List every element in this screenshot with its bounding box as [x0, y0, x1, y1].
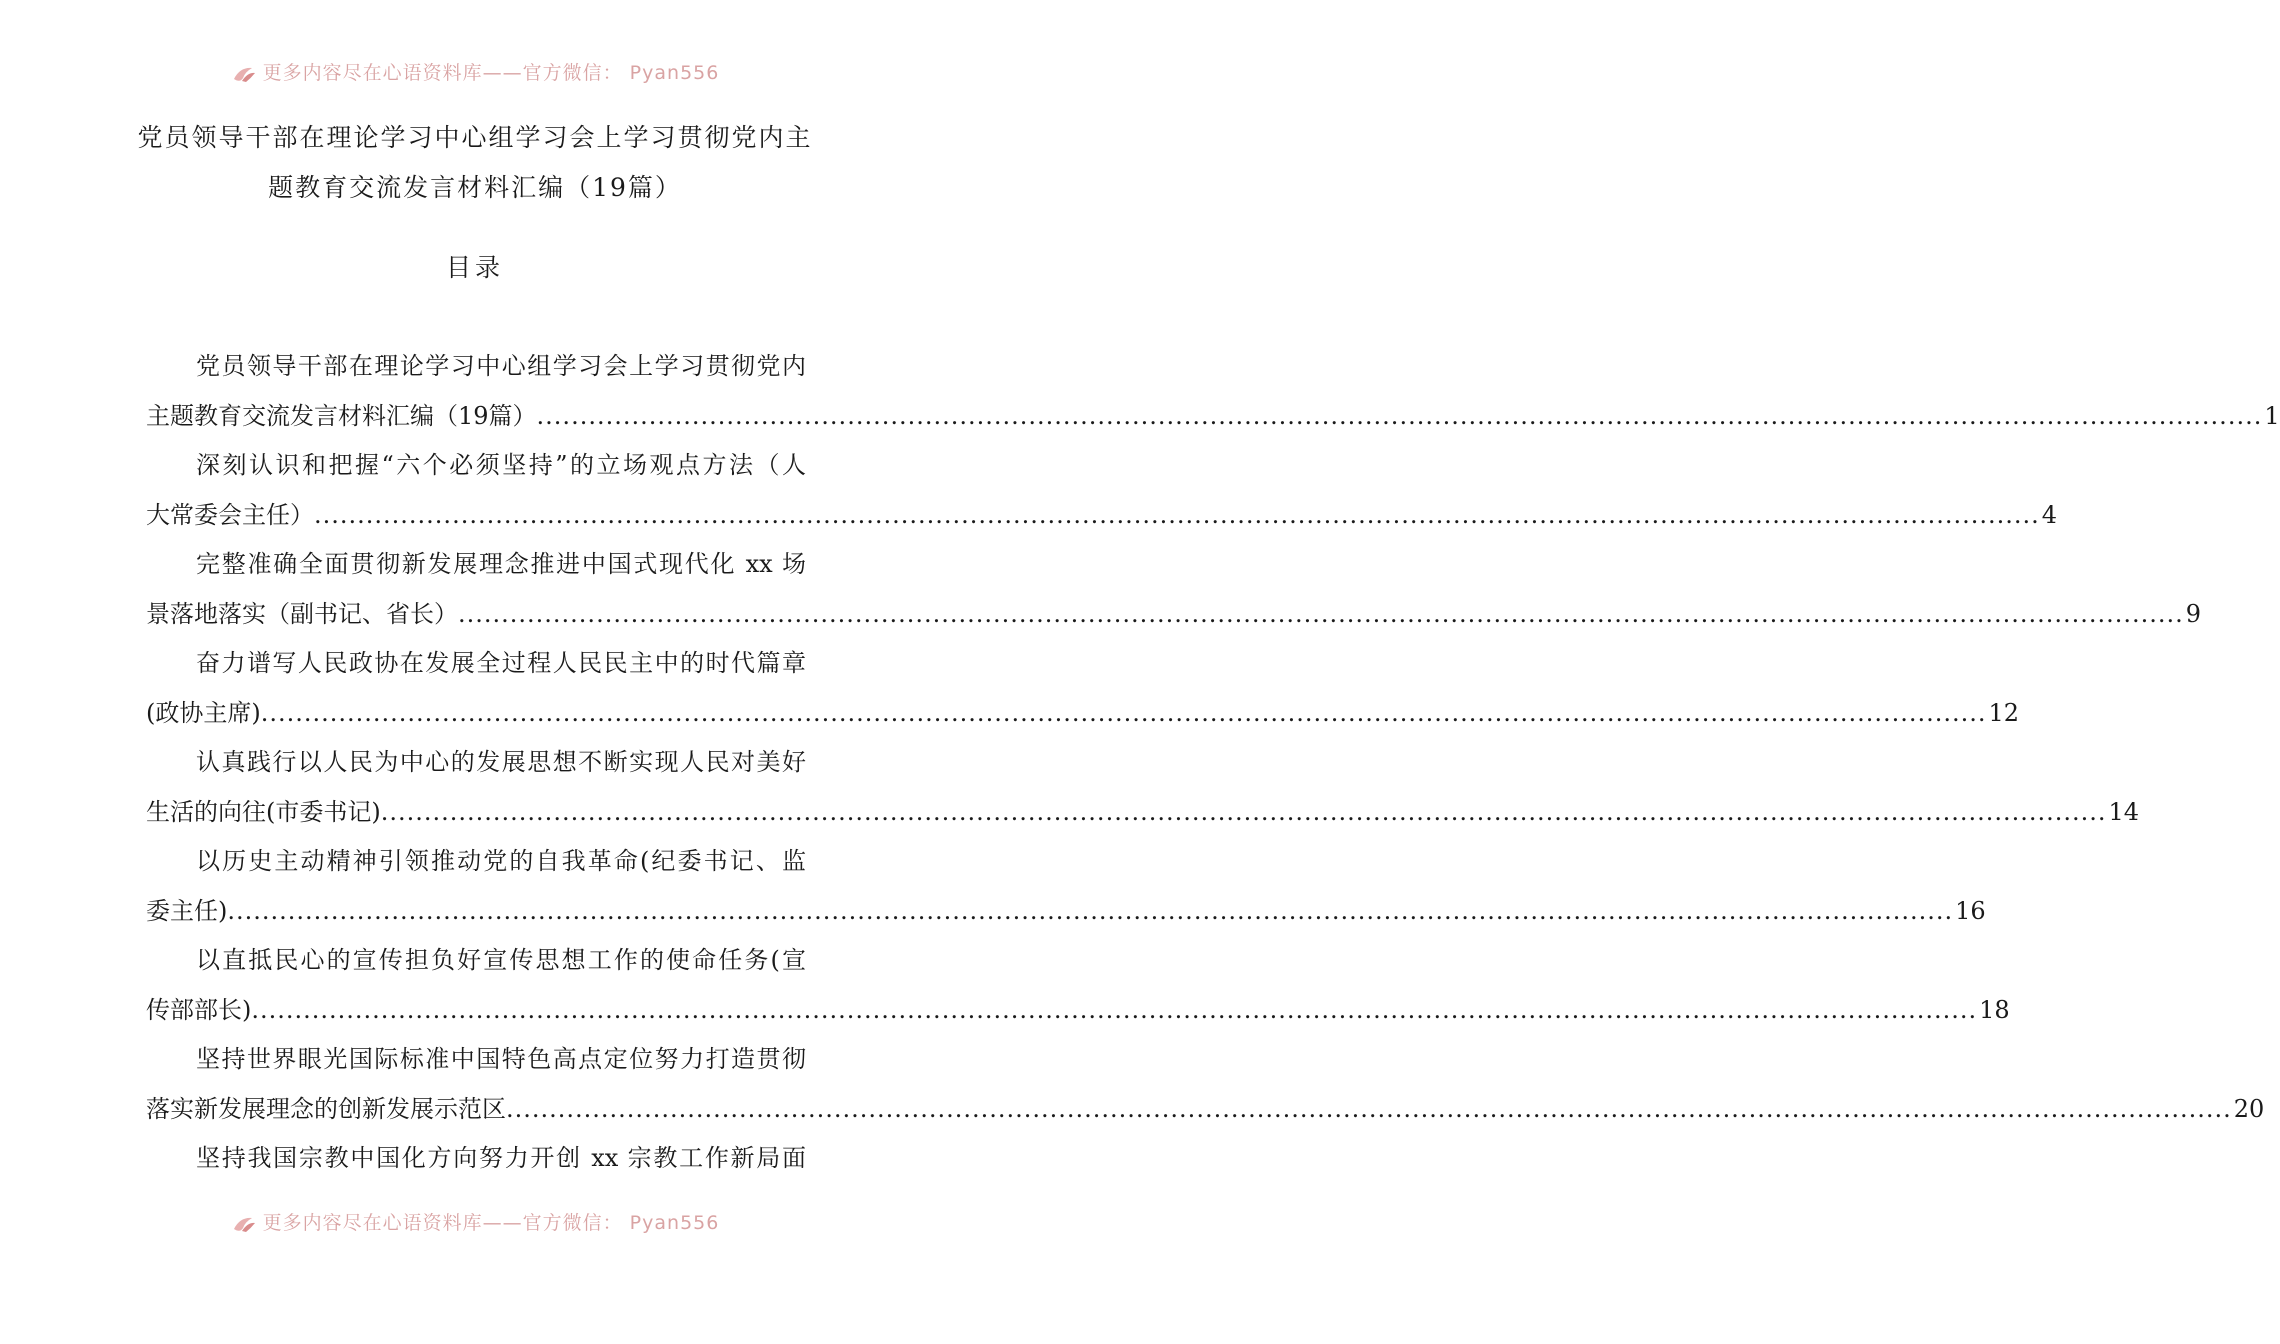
toc-entry[interactable] — [146, 1134, 806, 1184]
watermark-header-text: 更多内容尽在心语资料库——官方微信： Pyan556 — [262, 62, 720, 84]
toc-entry-title-line-1: 以直抵民心的宣传担负好宣传思想工作的使命任务(宣 — [196, 946, 806, 974]
toc-page-number: 1 — [2264, 401, 2280, 430]
toc-entry-title-line-2 — [146, 491, 2058, 541]
toc-leader-dots: ........................................................................................................................................................................................................ — [260, 698, 1987, 727]
toc-entry-title-line-1: 奋力谱写人民政协在发展全过程人民民主中的时代篇章 — [196, 649, 806, 677]
toc-entry-title-line-2 — [146, 590, 2202, 640]
watermark-footer-text: 更多内容尽在心语资料库——官方微信： Pyan556 — [262, 1212, 720, 1234]
toc-leader-dots: ........................................................................................................................................................................................................ — [380, 797, 2107, 826]
toc-entry[interactable] — [146, 540, 2202, 639]
toc-entry-title-line-2 — [146, 392, 2280, 442]
toc-entry-title-line-1: 坚持我国宗教中国化方向努力开创 xx 宗教工作新局面 — [196, 1144, 806, 1172]
toc-entry[interactable] — [146, 1035, 2265, 1134]
toc-leader-dots: ........................................................................................................................................................................................................ — [536, 401, 2263, 430]
toc-leader-dots: ........................................................................................................................................................................................................ — [227, 896, 1954, 925]
toc-entry-title-line-2 — [146, 689, 2020, 739]
toc-page-number: 20 — [2233, 1094, 2265, 1123]
toc-entry[interactable] — [146, 342, 2280, 441]
toc-leader-dots: ........................................................................................................................................................................................................ — [314, 500, 2040, 529]
toc-entry-title-line-1: 党员领导干部在理论学习中心组学习会上学习贯彻党内 — [196, 352, 806, 380]
toc-leader-dots: ........................................................................................................................................................................................................ — [506, 1094, 2232, 1123]
toc-entry-title-continuation: 生活的向往(市委书记) — [146, 797, 381, 826]
toc-entry-title-continuation: 主题教育交流发言材料汇编（19篇） — [146, 401, 537, 430]
document-title-line-1: 党员领导干部在理论学习中心组学习会上学习贯彻党内主 — [137, 123, 813, 152]
toc-entry-title-line-1: 以历史主动精神引领推动党的自我革命(纪委书记、监 — [196, 847, 806, 875]
toc-page-number: 16 — [1955, 896, 1986, 925]
toc-leader-dots: ........................................................................................................................................................................................................ — [251, 995, 1978, 1024]
toc-page-number: 4 — [2041, 500, 2058, 529]
brand-logo-icon — [231, 63, 257, 85]
toc-page-number: 12 — [1988, 698, 2020, 727]
document-title — [100, 113, 850, 213]
toc-entry-title-line-2 — [146, 1085, 2265, 1135]
toc-entry-title-line-2 — [146, 887, 1986, 937]
toc-page-number: 14 — [2108, 797, 2140, 826]
toc-entry-title-continuation: (政协主席) — [146, 698, 261, 727]
toc-entry-title-continuation: 传部部长) — [146, 995, 252, 1024]
toc-entry[interactable] — [146, 441, 2058, 540]
toc-leader-dots: ........................................................................................................................................................................................................ — [458, 599, 2184, 628]
toc-entry-title-line-2 — [146, 788, 2140, 838]
toc-page-number: 18 — [1979, 995, 2010, 1024]
toc-entry[interactable] — [146, 936, 2010, 1035]
toc-page-number: 9 — [2185, 599, 2202, 628]
toc-entry-title-line-1: 坚持世界眼光国际标准中国特色高点定位努力打造贯彻 — [196, 1045, 806, 1073]
watermark-header — [0, 58, 950, 85]
toc-entry-title-line-1: 深刻认识和把握“六个必须坚持”的立场观点方法（人 — [196, 451, 806, 479]
toc-entry-title-continuation: 大常委会主任） — [146, 500, 314, 529]
toc-entry-title-line-2 — [146, 986, 2010, 1036]
toc-entry[interactable] — [146, 639, 2020, 738]
brand-logo-icon — [231, 1213, 257, 1235]
toc-entry-title-continuation: 景落地落实（副书记、省长） — [146, 599, 458, 628]
table-of-contents — [146, 342, 2280, 1184]
toc-heading: 目录 — [445, 253, 504, 282]
toc-entry-title-line-1: 认真践行以人民为中心的发展思想不断实现人民对美好 — [196, 748, 806, 776]
toc-entry-title-continuation: 委主任) — [146, 896, 228, 925]
toc-entry-title-continuation: 落实新发展理念的创新发展示范区 — [146, 1094, 506, 1123]
watermark-footer — [0, 1208, 950, 1235]
toc-entry-title-line-1: 完整准确全面贯彻新发展理念推进中国式现代化 xx 场 — [196, 550, 806, 578]
toc-entry[interactable] — [146, 738, 2140, 837]
toc-entry[interactable] — [146, 837, 1986, 936]
document-title-line-2: 题教育交流发言材料汇编（19篇） — [268, 173, 682, 202]
